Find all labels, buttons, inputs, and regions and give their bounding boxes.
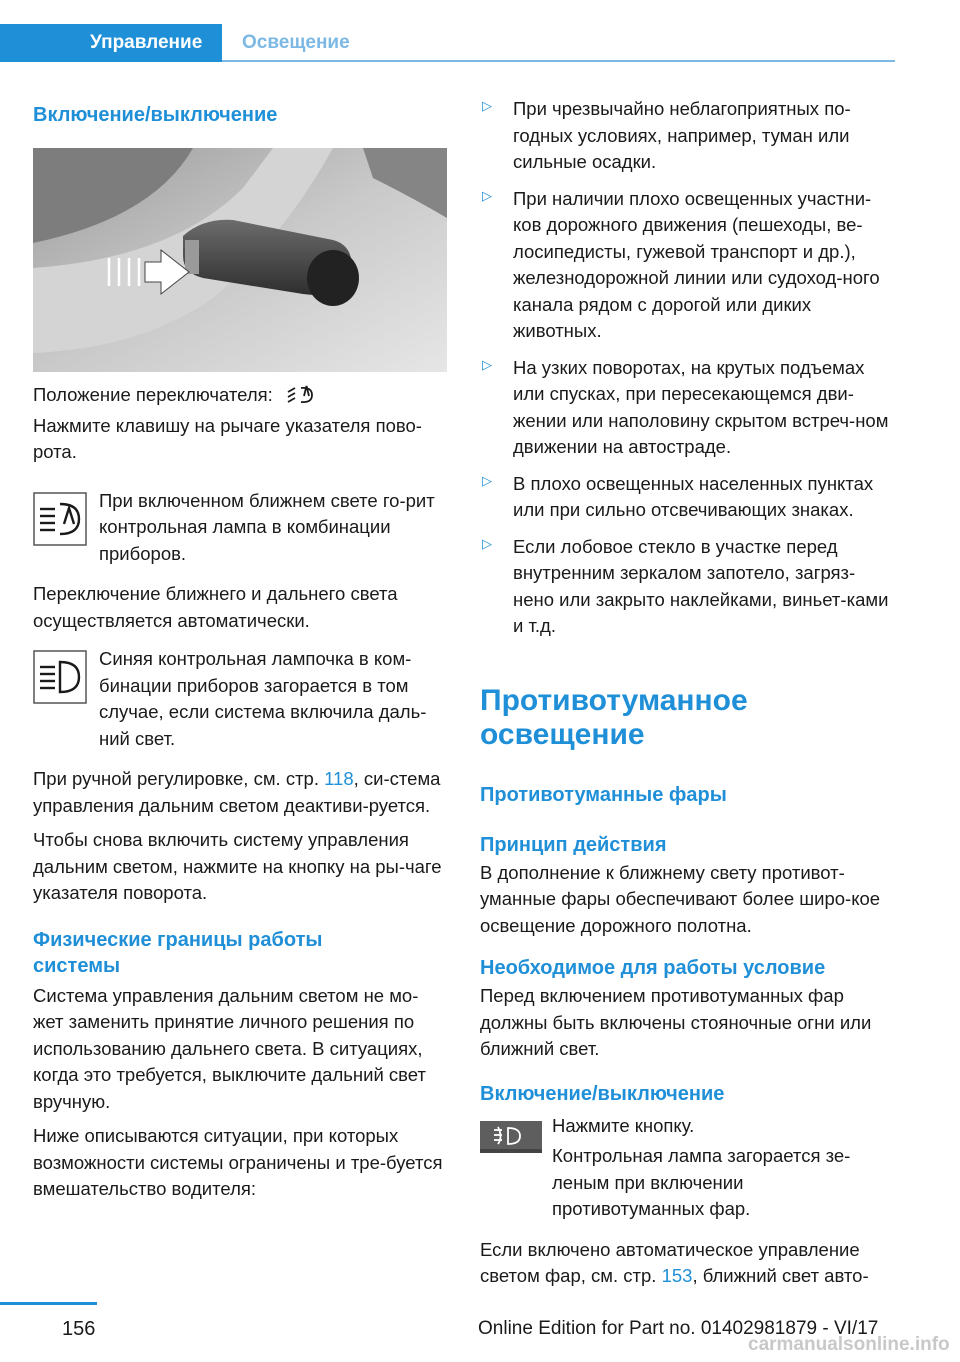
bullet-triangle-icon: ▷ <box>482 472 492 488</box>
list-item-text: В плохо освещенных населенных пунктах или при сильно отсвечивающих знаках. <box>513 472 874 520</box>
watermark: carmanualsonline.info <box>748 1334 950 1355</box>
limits-text-2: Ниже описываются ситуации, при которых возможности системы ограничены и тре-буется вмешательство водителя: <box>33 1125 443 1199</box>
limits-text: Система управления дальним светом не мо-жет заменить принятие личного решения по использованию дальнего света. В ситуациях, когда это требуется, выключите дальний свет вручную. <box>33 984 426 1112</box>
manual-adjust-text <box>33 766 447 819</box>
subsection-title-fog-on-off: Включение/выключение <box>480 1082 725 1105</box>
tab-lighting[interactable]: Освещение <box>242 32 350 53</box>
requirement-text: Перед включением противотуманных фар должны быть включены стояночные огни или ближний свет. <box>480 985 872 1059</box>
bullet-triangle-icon: ▷ <box>482 535 492 551</box>
section-title-fog-lighting: Противотуманное освещение <box>480 683 748 751</box>
auto-lighting-text <box>480 1237 896 1290</box>
reenable-text: Чтобы снова включить систему управления дальним светом, нажмите на кнопку на ры-чаге указателя поворота. <box>33 829 442 903</box>
page-link-153[interactable]: 153 <box>661 1265 693 1286</box>
fog-button-instruction <box>480 1113 896 1223</box>
edition-text: Online Edition for Part no. 01402981879 - VI/17 <box>478 1318 879 1339</box>
high-beam-note <box>33 646 447 752</box>
low-beam-note <box>33 488 447 568</box>
page-number: 156 <box>62 1318 96 1340</box>
footer-accent-line <box>0 1302 97 1305</box>
right-column <box>480 96 896 1290</box>
list-item-text: При наличии плохо освещенных участни-ков дорожного движения (пешеходы, ве-лосипедисты, гужевой транспорт и др.), железнодорожной линии или судоход-ного канала рядом с дорогой или диких животных. <box>513 187 880 341</box>
header-divider <box>222 60 895 62</box>
press-button-text: Нажмите кнопку. <box>552 1114 695 1136</box>
manual-adjust-pre: При ручной регулировке, см. стр. <box>33 768 325 789</box>
list-item-text: При чрезвычайно неблагоприятных по-годных условиях, например, туман или сильные осадки. <box>513 98 851 172</box>
tab-controls[interactable]: Управление <box>0 24 222 62</box>
list-item <box>480 534 896 640</box>
section-title-limits: Физические границы работы системы <box>33 928 323 977</box>
subsection-title-fog-lights: Противотуманные фары <box>480 783 727 806</box>
switch-position-text <box>33 382 447 409</box>
bullet-triangle-icon: ▷ <box>482 356 492 372</box>
section-title-on-off: Включение/выключение <box>33 104 278 126</box>
auto-high-beam-icon <box>284 383 318 405</box>
green-lamp-text: Контрольная лампа загорается зе-леным при включении противотуманных фар. <box>552 1145 851 1219</box>
bullet-triangle-icon: ▷ <box>482 187 492 203</box>
auto-lighting-post: , ближний свет авто- <box>692 1265 869 1286</box>
principle-text: В дополнение к ближнему свету противот-уманные фары обеспечивают более широ-кое освещение дорожного полотна. <box>480 861 881 936</box>
fog-light-button-icon[interactable] <box>480 1121 542 1153</box>
auto-switch-text: Переключение ближнего и дальнего света осуществляется автоматически. <box>33 583 398 631</box>
low-beam-note-text: При включенном ближнем свете го-рит контрольная лампа в комбинации приборов. <box>99 489 435 564</box>
bullet-triangle-icon: ▷ <box>482 98 492 113</box>
turn-signal-lever-photo <box>33 148 447 372</box>
switch-position-label: Положение переключателя: <box>33 384 273 405</box>
high-beam-note-text: Синяя контрольная лампочка в ком-бинации приборов загорается в том случае, если система включила даль-ний свет. <box>99 648 427 749</box>
high-beam-indicator-icon <box>33 650 87 704</box>
press-key-text: Нажмите клавишу на рычаге указателя пово-рота. <box>33 414 422 462</box>
list-item-text: На узких поворотах, на крутых подъемах или спусках, при пересекающемся дви-жении или наполовину скрытом встреч-ном движении на автостраде. <box>513 356 889 457</box>
header-tabs <box>0 24 960 62</box>
auto-headlight-indicator-icon <box>33 492 87 546</box>
left-column <box>33 96 447 1203</box>
green-lamp-text-first <box>552 1143 896 1223</box>
limitation-list <box>480 96 896 640</box>
auto-lighting-pre: Если включено автоматическое управление светом фар, см. стр. <box>480 1238 860 1286</box>
list-item <box>480 186 896 345</box>
list-item <box>480 471 896 524</box>
page-link-118[interactable]: 118 <box>324 768 354 789</box>
list-item <box>480 355 896 461</box>
subsection-title-requirement: Необходимое для работы условие <box>480 957 826 979</box>
list-item-text: Если лобовое стекло в участке перед внутренним зеркалом запотело, загряз-нено или закрыто наклейками, виньет-ками и т.д. <box>513 535 889 636</box>
list-item <box>480 96 896 176</box>
subsection-title-principle: Принцип действия <box>480 833 667 856</box>
manual-adjust-post: , си-стема управления дальним светом деактиви-руется. <box>33 768 441 816</box>
